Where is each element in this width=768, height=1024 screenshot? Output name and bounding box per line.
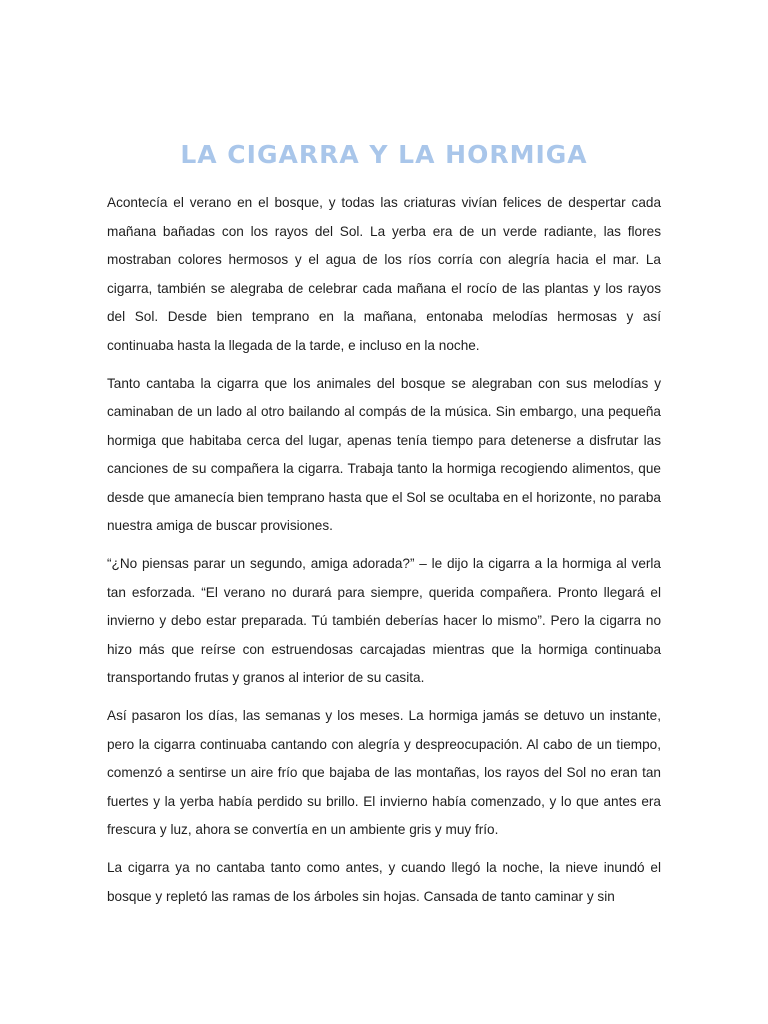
paragraph: Así pasaron los días, las semanas y los meses. La hormiga jamás se detuvo un instante, pero la cigarra continuaba cantando con alegría y despreocupación. Al cabo de un tiempo, comenzó a sentirse un aire frío que bajaba de las montañas, los rayos del Sol no eran tan fuertes y la yerba había perdido su brillo. El invierno había comenzado, y lo que antes era frescura y luz, ahora se convertía en un ambiente gris y muy frío. — [107, 708, 661, 837]
paragraph: La cigarra ya no cantaba tanto como antes, y cuando llegó la noche, la nieve inundó el bosque y repletó las ramas de los árboles sin hojas. Cansada de tanto caminar y sin — [107, 860, 661, 904]
document-title: LA CIGARRA Y LA HORMIGA — [180, 140, 588, 169]
paragraph: Acontecía el verano en el bosque, y todas las criaturas vivían felices de despertar cada mañana bañadas con los rayos del Sol. La yerba era de un verde radiante, las flores mostraban colores hermosos y el agua de los ríos corría con alegría hacia el mar. La cigarra, también se alegraba de celebrar cada mañana el rocío de las plantas y los rayos del Sol. Desde bien temprano en la mañana, entonaba melodías hermosas y así continuaba hasta la llegada de la tarde, e incluso en la noche. — [107, 195, 661, 353]
document-body — [107, 189, 661, 921]
paragraph: “¿No piensas parar un segundo, amiga adorada?” – le dijo la cigarra a la hormiga al verla tan esforzada. “El verano no durará para siempre, querida compañera. Pronto llegará el invierno y debo estar preparada. Tú también deberías hacer lo mismo”. Pero la cigarra no hizo más que reírse con estruendosas carcajadas mientras que la hormiga continuaba transportando frutas y granos al interior de su casita. — [107, 556, 661, 685]
paragraph: Tanto cantaba la cigarra que los animales del bosque se alegraban con sus melodías y caminaban de un lado al otro bailando al compás de la música. Sin embargo, una pequeña hormiga que habitaba cerca del lugar, apenas tenía tiempo para detenerse a disfrutar las canciones de su compañera la cigarra. Trabaja tanto la hormiga recogiendo alimentos, que desde que amanecía bien temprano hasta que el Sol se ocultaba en el horizonte, no paraba nuestra amiga de buscar provisiones. — [107, 375, 661, 533]
